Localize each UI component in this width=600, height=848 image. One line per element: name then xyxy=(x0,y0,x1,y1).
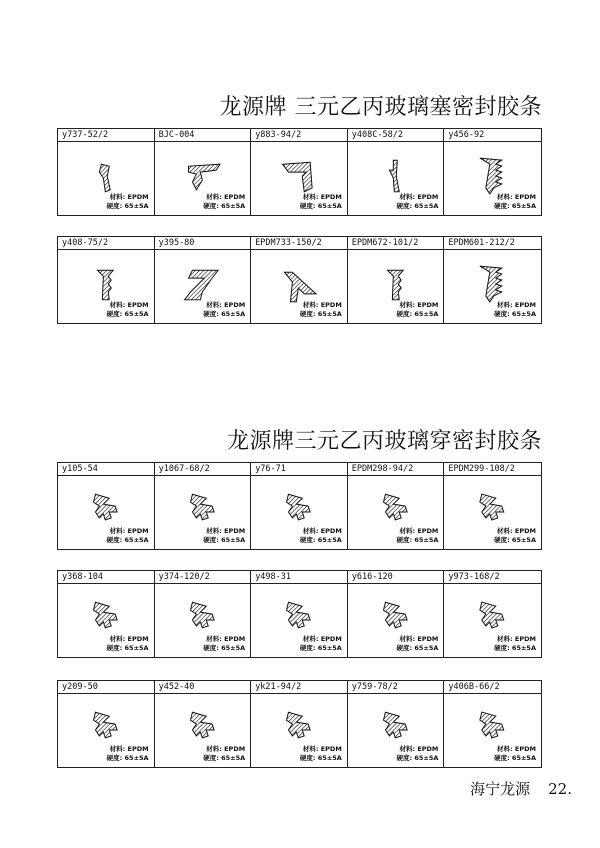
material-label: 材料: EPDM xyxy=(399,301,439,309)
hardness-label: 硬度: 65±5A xyxy=(396,644,439,652)
hardness-label: 硬度: 65±5A xyxy=(203,536,246,544)
profile-cell xyxy=(251,681,348,767)
spec-block xyxy=(107,745,149,763)
material-label: 材料: EPDM xyxy=(399,635,439,643)
section-title: 龙源牌三元乙丙玻璃穿密封胶条 xyxy=(226,429,542,454)
material-label: 材料: EPDM xyxy=(399,745,439,753)
model-code: y406B-66/2 xyxy=(444,681,541,694)
spec-block xyxy=(107,301,149,319)
material-label: 材料: EPDM xyxy=(497,301,536,309)
model-code: y737-52/2 xyxy=(58,129,154,142)
material-label: 材料: EPDM xyxy=(497,745,536,753)
profile-cell xyxy=(348,571,445,657)
material-label: 材料: EPDM xyxy=(109,193,149,201)
spec-block xyxy=(107,527,149,545)
model-code: y374-120/2 xyxy=(155,571,251,584)
material-label: 材料: EPDM xyxy=(206,301,246,309)
model-code: EPDM299-108/2 xyxy=(444,463,541,476)
material-label: 材料: EPDM xyxy=(206,635,246,643)
model-code: y973-168/2 xyxy=(444,571,541,584)
model-code: EPDM601-212/2 xyxy=(444,237,541,250)
profile-cell xyxy=(58,463,155,549)
hardness-label: 硬度: 65±5A xyxy=(203,754,246,762)
model-code: y408-75/2 xyxy=(58,237,154,250)
spec-block xyxy=(300,635,342,653)
material-label: 材料: EPDM xyxy=(497,193,536,201)
page-footer xyxy=(470,778,572,799)
spec-block xyxy=(300,527,342,545)
material-label: 材料: EPDM xyxy=(109,301,149,309)
model-code: y395-80 xyxy=(155,237,251,250)
model-code: BJC-004 xyxy=(155,129,251,142)
hardness-label: 硬度: 65±5A xyxy=(106,202,149,210)
section-title: 龙源牌 三元乙丙玻璃塞密封胶条 xyxy=(219,95,542,120)
profile-cell xyxy=(58,237,155,323)
profile-grid-row xyxy=(57,570,542,658)
spec-block xyxy=(203,193,245,211)
model-code: y452-40 xyxy=(155,681,251,694)
profile-cell xyxy=(155,237,252,323)
spec-block xyxy=(203,745,245,763)
profile-grid-row xyxy=(57,236,542,324)
spec-block xyxy=(494,635,536,653)
model-code: y883-94/2 xyxy=(251,129,347,142)
profile-cell xyxy=(155,463,252,549)
spec-block xyxy=(107,635,149,653)
profile-cell xyxy=(155,571,252,657)
model-code: EPDM672-101/2 xyxy=(348,237,444,250)
material-label: 材料: EPDM xyxy=(497,635,536,643)
hardness-label: 硬度: 65±5A xyxy=(203,310,246,318)
page-number: 22. xyxy=(548,780,572,798)
model-code: y209-50 xyxy=(58,681,154,694)
spec-block xyxy=(494,527,536,545)
hardness-label: 硬度: 65±5A xyxy=(299,536,342,544)
hardness-label: 硬度: 65±5A xyxy=(299,202,342,210)
model-code: y498-31 xyxy=(251,571,347,584)
hardness-label: 硬度: 65±5A xyxy=(494,536,536,544)
spec-block xyxy=(494,193,536,211)
material-label: 材料: EPDM xyxy=(302,635,342,643)
hardness-label: 硬度: 65±5A xyxy=(494,310,536,318)
material-label: 材料: EPDM xyxy=(302,745,342,753)
spec-block xyxy=(494,745,536,763)
profile-grid-row xyxy=(57,680,542,768)
profile-cell xyxy=(348,681,445,767)
model-code: y76-71 xyxy=(251,463,347,476)
spec-block xyxy=(396,193,438,211)
hardness-label: 硬度: 65±5A xyxy=(396,310,439,318)
material-label: 材料: EPDM xyxy=(109,635,149,643)
spec-block xyxy=(107,193,149,211)
model-code: yk21-94/2 xyxy=(251,681,347,694)
material-label: 材料: EPDM xyxy=(206,745,246,753)
profile-cell xyxy=(251,237,348,323)
hardness-label: 硬度: 65±5A xyxy=(203,644,246,652)
hardness-label: 硬度: 65±5A xyxy=(396,754,439,762)
spec-block xyxy=(300,301,342,319)
spec-block xyxy=(396,635,438,653)
hardness-label: 硬度: 65±5A xyxy=(106,310,149,318)
profile-cell xyxy=(348,129,445,215)
hardness-label: 硬度: 65±5A xyxy=(299,644,342,652)
material-label: 材料: EPDM xyxy=(109,527,149,535)
profile-cell xyxy=(155,681,252,767)
spec-block xyxy=(494,301,536,319)
hardness-label: 硬度: 65±5A xyxy=(494,644,536,652)
model-code: y616-120 xyxy=(348,571,444,584)
model-code: y408C-58/2 xyxy=(348,129,444,142)
profile-cell xyxy=(444,237,541,323)
model-code: y456-92 xyxy=(444,129,541,142)
material-label: 材料: EPDM xyxy=(497,527,536,535)
profile-cell xyxy=(444,129,541,215)
hardness-label: 硬度: 65±5A xyxy=(106,754,149,762)
model-code: EPDM298-94/2 xyxy=(348,463,444,476)
spec-block xyxy=(203,527,245,545)
spec-block xyxy=(396,527,438,545)
hardness-label: 硬度: 65±5A xyxy=(494,202,536,210)
profile-cell xyxy=(444,463,541,549)
hardness-label: 硬度: 65±5A xyxy=(106,644,149,652)
model-code: y759-78/2 xyxy=(348,681,444,694)
material-label: 材料: EPDM xyxy=(399,527,439,535)
profile-cell xyxy=(251,129,348,215)
spec-block xyxy=(396,301,438,319)
spec-block xyxy=(300,193,342,211)
hardness-label: 硬度: 65±5A xyxy=(106,536,149,544)
profile-cell xyxy=(348,237,445,323)
profile-cell xyxy=(348,463,445,549)
material-label: 材料: EPDM xyxy=(302,527,342,535)
spec-block xyxy=(300,745,342,763)
company-name: 海宁龙源 xyxy=(470,780,531,798)
material-label: 材料: EPDM xyxy=(206,193,246,201)
profile-cell xyxy=(155,129,252,215)
model-code: y1067-68/2 xyxy=(155,463,251,476)
model-code: EPDM733-150/2 xyxy=(251,237,347,250)
material-label: 材料: EPDM xyxy=(302,193,342,201)
profile-cell xyxy=(58,129,155,215)
profile-cell xyxy=(58,571,155,657)
hardness-label: 硬度: 65±5A xyxy=(299,754,342,762)
profile-cell xyxy=(251,463,348,549)
profile-cell xyxy=(58,681,155,767)
model-code: y368-104 xyxy=(58,571,154,584)
profile-cell xyxy=(251,571,348,657)
profile-grid-row xyxy=(57,128,542,216)
profile-grid-row xyxy=(57,462,542,550)
spec-block xyxy=(203,301,245,319)
hardness-label: 硬度: 65±5A xyxy=(396,536,439,544)
profile-cell xyxy=(444,571,541,657)
spec-block xyxy=(396,745,438,763)
spec-block xyxy=(203,635,245,653)
profile-cell xyxy=(444,681,541,767)
hardness-label: 硬度: 65±5A xyxy=(203,202,246,210)
hardness-label: 硬度: 65±5A xyxy=(299,310,342,318)
model-code: y105-54 xyxy=(58,463,154,476)
hardness-label: 硬度: 65±5A xyxy=(494,754,536,762)
material-label: 材料: EPDM xyxy=(206,527,246,535)
material-label: 材料: EPDM xyxy=(399,193,439,201)
hardness-label: 硬度: 65±5A xyxy=(396,202,439,210)
material-label: 材料: EPDM xyxy=(302,301,342,309)
material-label: 材料: EPDM xyxy=(109,745,149,753)
